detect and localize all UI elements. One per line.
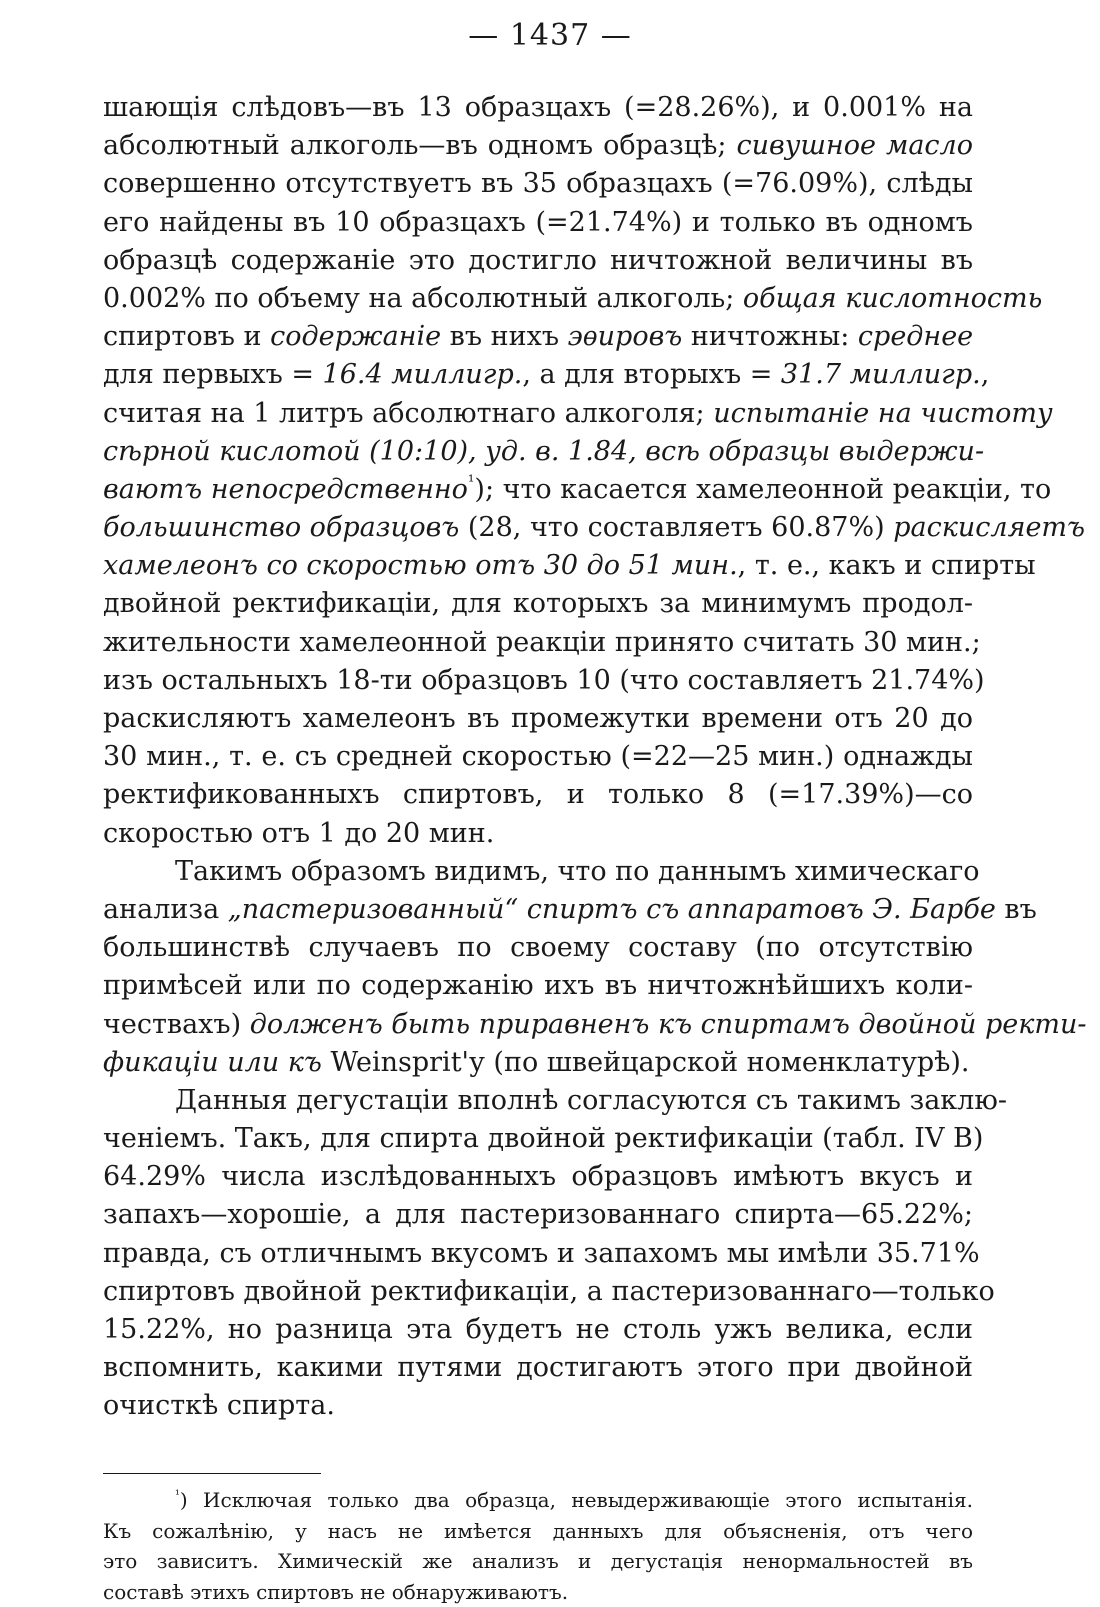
body-line xyxy=(103,1273,973,1311)
text-run: въ xyxy=(996,894,1037,925)
text-run: въ нихъ xyxy=(441,321,568,352)
body-line xyxy=(103,547,973,585)
text-run: , т. е., какъ и спирты xyxy=(738,550,1036,581)
text-run: для первыхъ = xyxy=(103,359,323,390)
body-line xyxy=(103,815,973,853)
italic-text: испытаніе на чистоту xyxy=(713,398,1052,429)
text-run: чествахъ) xyxy=(103,1009,250,1040)
body-line xyxy=(103,929,973,967)
text-run: скоростью отъ 1 до 20 мин. xyxy=(103,818,494,849)
body-line xyxy=(103,967,973,1005)
footnote-marker: ¹ xyxy=(468,472,475,491)
footnote-line xyxy=(103,1485,973,1516)
body-line xyxy=(103,1082,973,1120)
italic-text: долженъ быть приравненъ къ спиртамъ двойной ректи- xyxy=(250,1009,1087,1040)
text-run: ченіемъ. Такъ, для спирта двойной ректификаціи (табл. IV B) xyxy=(103,1123,983,1154)
text-run: составѣ этихъ спиртовъ не обнаруживаютъ. xyxy=(103,1580,568,1604)
text-run: , xyxy=(981,359,990,390)
text-run: анализа xyxy=(103,894,228,925)
body-line xyxy=(103,509,973,547)
body-line xyxy=(103,1158,973,1196)
text-run: Weinsprit'у (по швейцарской номенклатурѣ). xyxy=(322,1047,970,1078)
italic-text: среднее xyxy=(858,321,973,352)
italic-text: большинство образцовъ xyxy=(103,512,459,543)
text-run: абсолютный алкоголь—въ одномъ образцѣ; xyxy=(103,130,736,161)
text-run: совершенно отсутствуетъ въ 35 образцахъ (=76.09%), слѣды xyxy=(103,168,973,199)
text-run: Такимъ образомъ видимъ, что по даннымъ химическаго xyxy=(175,856,980,887)
text-run: спиртовъ двойной ректификаціи, а пастеризованнаго—только xyxy=(103,1276,995,1307)
text-run: , а для вторыхъ = xyxy=(522,359,781,390)
body-line xyxy=(103,165,973,203)
footnote-line xyxy=(103,1516,973,1547)
italic-text: содержаніе xyxy=(270,321,441,352)
footnote-section xyxy=(103,1485,973,1607)
text-run: шающія слѣдовъ—въ 13 образцахъ (=28.26%), и 0.001% на xyxy=(103,92,973,123)
text-run: 15.22%, но разница эта будетъ не столь ужъ велика, если xyxy=(103,1314,973,1345)
italic-text: 31.7 миллигр. xyxy=(781,359,981,390)
italic-text: ваютъ непосредственно xyxy=(103,474,468,505)
text-run: 0.002% по объему на абсолютный алкоголь; xyxy=(103,283,743,314)
body-line xyxy=(103,624,973,662)
text-run: жительности хамелеонной реакціи принято считать 30 мин.; xyxy=(103,627,981,658)
body-line xyxy=(103,1120,973,1158)
body-line xyxy=(103,738,973,776)
body-line xyxy=(103,89,973,127)
italic-text: фикаціи или къ xyxy=(103,1047,322,1078)
italic-text: „пастеризованный“ спиртъ съ аппаратовъ Э. Барбе xyxy=(228,894,996,925)
text-run: это зависитъ. Химическій же анализъ и дегустація ненормальностей въ xyxy=(103,1549,973,1573)
text-run: ничтожны: xyxy=(682,321,858,352)
text-run: изъ остальныхъ 18-ти образцовъ 10 (что составляетъ 21.74%) xyxy=(103,665,985,696)
body-line xyxy=(103,318,973,356)
body-line xyxy=(103,891,973,929)
footnote-marker: ¹ xyxy=(175,1488,180,1502)
text-run: раскисляютъ хамелеонъ въ промежутки времени отъ 20 до xyxy=(103,703,973,734)
body-line xyxy=(103,1387,973,1425)
text-run: спиртовъ и xyxy=(103,321,270,352)
text-run: ректификованныхъ спиртовъ, и только 8 (=17.39%)—со xyxy=(103,779,973,810)
text-run: ); что касается хамелеонной реакціи, то xyxy=(474,474,1051,505)
footnote-divider xyxy=(103,1473,321,1474)
body-line xyxy=(103,1311,973,1349)
text-run: очисткѣ спирта. xyxy=(103,1390,335,1421)
body-line xyxy=(103,395,973,433)
body-line xyxy=(103,242,973,280)
body-line xyxy=(103,1235,973,1273)
text-run: вспомнить, какими путями достигаютъ этого при двойной xyxy=(103,1352,973,1383)
text-run: двойной ректификаціи, для которыхъ за минимумъ продол- xyxy=(103,588,973,619)
body-line xyxy=(103,585,973,623)
italic-text: сивушное масло xyxy=(736,130,973,161)
body-line xyxy=(103,1349,973,1387)
italic-text: хамелеонъ со скоростью отъ 30 до 51 мин. xyxy=(103,550,738,581)
body-line xyxy=(103,356,973,394)
body-line xyxy=(103,204,973,242)
text-run: ) Исключая только два образца, невыдерживающіе этого испытанія. xyxy=(180,1488,973,1512)
body-line xyxy=(103,776,973,814)
text-run: считая на 1 литръ абсолютнаго алкоголя; xyxy=(103,398,713,429)
footnote-line xyxy=(103,1546,973,1577)
text-run: его найдены въ 10 образцахъ (=21.74%) и только въ одномъ xyxy=(103,207,973,238)
body-line xyxy=(103,700,973,738)
text-run: (28, что составляетъ 60.87%) xyxy=(459,512,893,543)
body-line xyxy=(103,1196,973,1234)
body-line xyxy=(103,127,973,165)
page-number: — 1437 — xyxy=(0,18,1100,53)
body-line xyxy=(103,280,973,318)
body-line xyxy=(103,853,973,891)
text-run: примѣсей или по содержанію ихъ въ ничтожнѣйшихъ коли- xyxy=(103,970,973,1001)
text-run: запахъ—хорошіе, а для пастеризованнаго спирта—65.22%; xyxy=(103,1199,973,1230)
text-run: Данныя дегустаціи вполнѣ согласуются съ такимъ заклю- xyxy=(175,1085,1007,1116)
body-line xyxy=(103,471,973,509)
body-line xyxy=(103,433,973,471)
footnote-line xyxy=(103,1577,973,1607)
text-run: правда, съ отличнымъ вкусомъ и запахомъ мы имѣли 35.71% xyxy=(103,1238,980,1269)
italic-text: 16.4 миллигр. xyxy=(323,359,523,390)
italic-text: раскисляетъ xyxy=(893,512,1085,543)
body-line xyxy=(103,1044,973,1082)
text-run: 30 мин., т. е. съ средней скоростью (=22—25 мин.) однажды xyxy=(103,741,973,772)
text-run: 64.29% числа изслѣдованныхъ образцовъ имѣютъ вкусъ и xyxy=(103,1161,973,1192)
text-run: большинствѣ случаевъ по своему составу (по отсутствію xyxy=(103,932,973,963)
italic-text: общая кислотность xyxy=(743,283,1042,314)
main-body-text xyxy=(103,89,973,1426)
body-line xyxy=(103,662,973,700)
text-run: Къ сожалѣнію, у насъ не имѣется данныхъ для объясненія, отъ чего xyxy=(103,1519,973,1543)
text-run: образцѣ содержаніе это достигло ничтожной величины въ xyxy=(103,245,973,276)
italic-text: эѳировъ xyxy=(568,321,683,352)
body-line xyxy=(103,1006,973,1044)
italic-text: сѣрной кислотой (10:10), уд. в. 1.84, всѣ образцы выдержи- xyxy=(103,436,984,467)
